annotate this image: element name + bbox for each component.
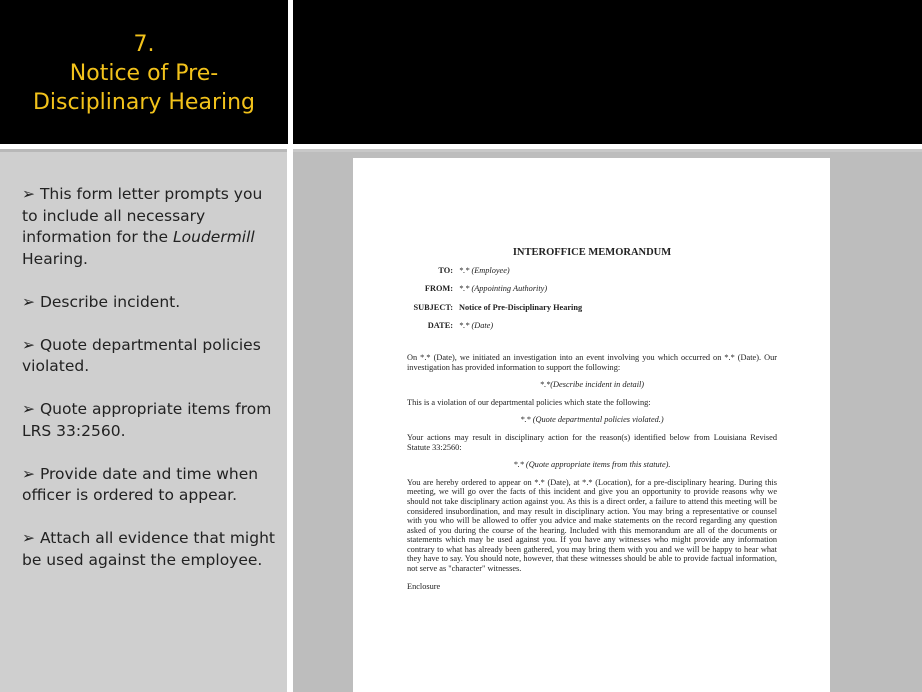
bullet-list [22,184,282,593]
memo-placeholder: *.* (Quote appropriate items from this statute). [513,460,671,470]
title-line: Notice of Pre- [69,61,219,86]
arrow-bullet-icon: ➢ [22,292,35,311]
title-panel [0,0,288,144]
header-right-panel [293,0,922,144]
bullet-item: ➢ Quote appropriate items from LRS 33:2560. [22,400,272,440]
memo-paragraph: Your actions may result in disciplinary action for the reason(s) identified below from Louisiana Revised Statute 33:2560: [407,432,777,452]
memo-enclosure: Enclosure [407,581,441,591]
memo-field-subject: SUBJECT: Notice of Pre-Disciplinary Hearing [413,302,583,312]
memo-field-to: TO: *.* (Employee) [438,265,510,275]
memo-document [353,158,830,692]
arrow-bullet-icon: ➢ [22,529,35,547]
arrow-bullet-icon: ➢ [22,335,35,354]
arrow-bullet-icon: ➢ [22,464,35,483]
memo-placeholder: *.* (Quote departmental policies violated.) [520,415,664,425]
memo-heading: INTEROFFICE MEMORANDUM [512,247,672,258]
memo-field-from: FROM: *.* (Appointing Authority) [424,284,548,294]
memo-paragraph: This is a violation of our departmental policies which state the following: [407,397,651,407]
bullet-item: ➢ Describe incident. [22,292,181,311]
memo-paragraph: You are hereby ordered to appear on *.* (Date), at *.* (Location), for a pre-disciplinary hearing. During this meeting, we will go over the facts of this incident and give you an opportunity to provide reasons why we should not take disciplinary action against you. As this is a direct order, a failure to attend this meeting will be considered insubordination, and may result in disciplinary action. You may bring a representative or counsel with you who will be allowed to offer you advice and make statements on the record regarding any question asked of you during the course of the hearing. Included with this memorandum are all of the documents or statements which may be used against you. If you have any witnesses who might provide any information contrary to what has already been gathered, you may bring them with you and we will be happy to hear what they have to say. You should note, however, that these witnesses should be able to provide factual information, not serve as "character" witnesses. [407,477,777,574]
bullet-item: ➢ Attach all evidence that might be used against the employee. [22,529,275,569]
memo-placeholder: *.*(Describe incident in detail) [539,380,645,390]
arrow-bullet-icon: ➢ [22,185,35,203]
bullet-item: ➢ Quote departmental policies violated. [22,335,261,375]
bullet-item: ➢ This form letter prompts you to include all necessary information for the Loudermill Hearing. [22,185,263,268]
bullet-item: ➢ Provide date and time when officer is ordered to appear. [22,464,259,504]
memo-paragraph: On *.* (Date), we initiated an investigation into an event involving you which occurred on *.* (Date). Our investigation has provided information to support the following: [407,352,777,372]
memo-field-date: DATE: *.* (Date) [427,321,494,331]
title-line: 7. [133,32,155,57]
arrow-bullet-icon: ➢ [22,400,35,418]
title-line: Disciplinary Hearing [32,90,256,115]
slide-title [0,30,288,117]
